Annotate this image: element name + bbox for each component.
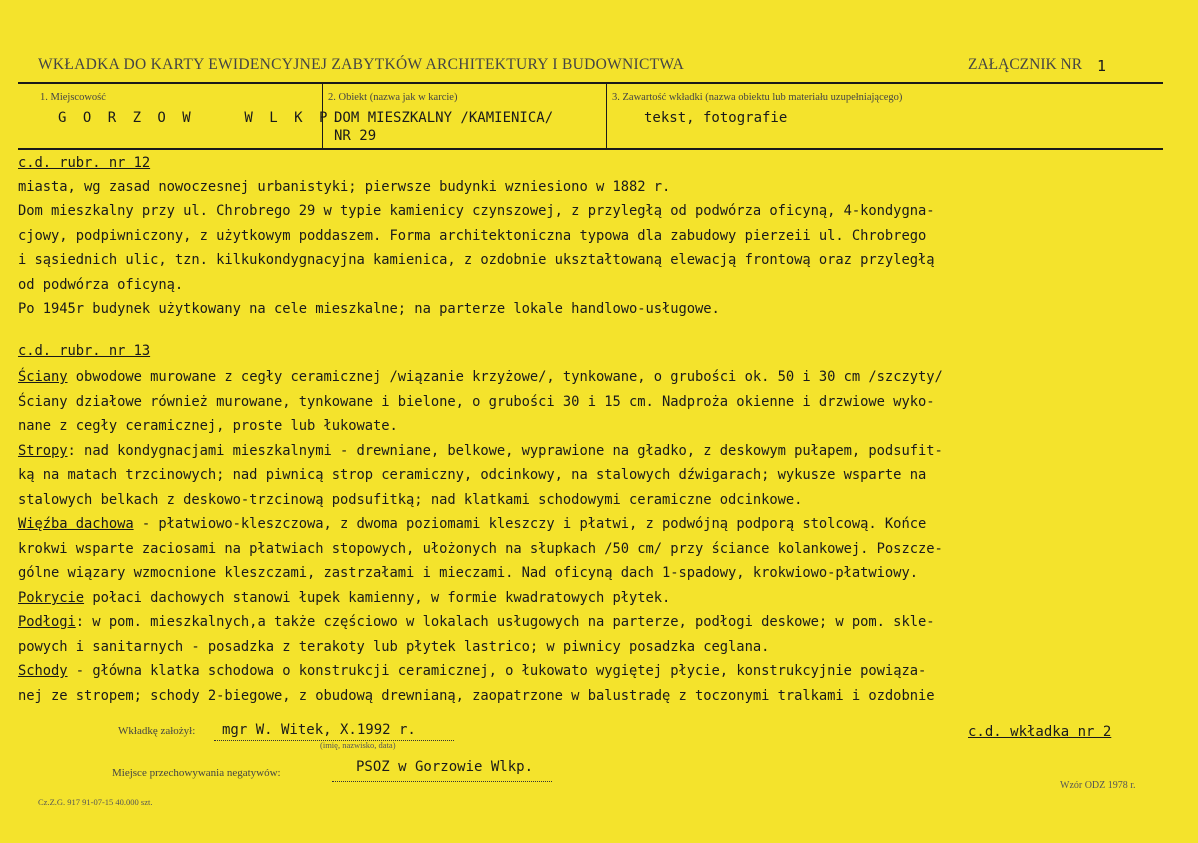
roof-truss-paragraph	[18, 516, 926, 532]
stairs-paragraph	[18, 663, 926, 679]
walls-text: obwodowe murowane z cegły ceramicznej /wiązanie krzyżowe/, tynkowane, o grubości ok. 50 i 30 cm /szczyty/	[67, 369, 943, 385]
template-code: Wzór ODZ 1978 r.	[1060, 780, 1136, 791]
created-by-label: Wkładkę założył:	[118, 725, 196, 737]
section-13-line: stalowych belkach z deskowo-trzcinową podsufitką; nad klatkami schodowymi ceramiczne odcinkowe.	[18, 492, 803, 508]
created-by-sublabel: (imię, nazwisko, data)	[320, 740, 396, 750]
section-12-heading: c.d. rubr. nr 12	[18, 155, 151, 171]
negatives-location-label: Miejsce przechowywania negatywów:	[112, 767, 281, 779]
section-13-line: nane z cegły ceramicznej, proste lub łukowate.	[18, 418, 398, 434]
section-12-line: i sąsiednich ulic, tzn. kilkukondygnacyjna kamienica, z ozdobnie ukształtowaną elewacją frontową oraz przyległą	[18, 252, 935, 268]
created-by-value: mgr W. Witek, X.1992 r.	[222, 722, 416, 738]
continuation-reference: c.d. wkładka nr 2	[968, 724, 1112, 740]
header-rule	[18, 148, 1163, 150]
floors-text: : w pom. mieszkalnych,a także częściowo w lokalach usługowych na parterze, podłogi deskowe; w pom. skle-	[75, 614, 935, 630]
floors-paragraph	[18, 614, 934, 630]
roofing-text: połaci dachowych stanowi łupek kamienny, w formie kwadratowych płytek.	[84, 590, 671, 606]
contents-label: 3. Zawartość wkładki (nazwa obiektu lub materiału uzupełniającego)	[612, 92, 903, 103]
contents-value: tekst, fotografie	[644, 110, 788, 126]
stairs-label: Schody	[18, 663, 68, 679]
walls-label: Ściany	[18, 369, 68, 385]
object-value-line-1: DOM MIESZKALNY /KAMIENICA/	[334, 110, 554, 126]
ceilings-paragraph	[18, 443, 943, 459]
section-12-line: Po 1945r budynek użytkowany na cele mieszkalne; na parterze lokale handlowo-usługowe.	[18, 301, 720, 317]
object-label: 2. Obiekt (nazwa jak w karcie)	[328, 92, 458, 103]
attachment-label: ZAŁĄCZNIK NR	[968, 56, 1083, 73]
top-rule	[18, 82, 1163, 84]
ceilings-label: Stropy	[18, 443, 68, 459]
form-title: WKŁADKA DO KARTY EWIDENCYJNEJ ZABYTKÓW ARCHITEKTURY I BUDOWNICTWA	[38, 56, 685, 73]
print-code: Cz.Z.G. 917 91-07-15 40.000 szt.	[38, 797, 153, 807]
section-13-line: nej ze stropem; schody 2-biegowe, z obudową drewnianą, zaopatrzone w balustradę z toczonymi tralkami i ozdobnie	[18, 688, 935, 704]
negatives-location-dotted-line	[332, 781, 552, 782]
section-13-line: powych i sanitarnych - posadzka z terakoty lub płytek lastrico; w piwnicy posadzka ceglana.	[18, 639, 770, 655]
section-13-heading: c.d. rubr. nr 13	[18, 343, 151, 359]
section-13-line: krokwi wsparte zaciosami na płatwiach stopowych, ułożonych na słupkach /50 cm/ przy ściance kolankowej. Poszcze-	[18, 541, 943, 557]
column-divider	[606, 84, 607, 148]
locality-label: 1. Miejscowość	[40, 92, 106, 103]
section-13-line: ką na matach trzcinowych; nad piwnicą strop ceramiczny, odcinkowy, na stalowych dźwigarach; wykusze wsparte na	[18, 467, 927, 483]
section-13-line: gólne wiązary wzmocnione kleszczami, zastrzałami i mieczami. Nad oficyną dach 1-spadowy, krokwiowo-płatwiowy.	[18, 565, 918, 581]
stairs-text: - główna klatka schodowa o konstrukcji ceramicznej, o łukowato wygiętej płycie, konstrukcyjnie powiąza-	[67, 663, 927, 679]
roof-truss-text: - płatwiowo-kleszczowa, z dwoma poziomami kleszczy i płatwi, z podwójną podporą stolcową. Końce	[133, 516, 927, 532]
section-12-line: cjowy, podpiwniczony, z użytkowym poddaszem. Forma architektoniczna typowa dla zabudowy pierzeii ul. Chrobrego	[18, 228, 927, 244]
locality-value: G O R Z O W W L K P.	[58, 110, 344, 126]
walls-paragraph	[18, 369, 943, 385]
section-13-line: Ściany działowe również murowane, tynkowane i bielone, o grubości 30 i 15 cm. Nadproża okienne i drzwiowe wyko-	[18, 394, 935, 410]
ceilings-text: : nad kondygnacjami mieszkalnymi - drewniane, belkowe, wyprawione na gładko, z deskowym pułapem, podsufit-	[67, 443, 943, 459]
section-12-line: od podwórza oficyną.	[18, 277, 184, 293]
roof-truss-label: Więźba dachowa	[18, 516, 134, 532]
object-value-line-2: NR 29	[334, 128, 377, 144]
attachment-number: 1	[1097, 57, 1107, 75]
section-12-line: Dom mieszkalny przy ul. Chrobrego 29 w typie kamienicy czynszowej, z przyległą od podwórza oficyną, 4-kondygna-	[18, 203, 935, 219]
section-12-line: miasta, wg zasad nowoczesnej urbanistyki; pierwsze budynki wzniesiono w 1882 r.	[18, 179, 671, 195]
roofing-paragraph	[18, 590, 670, 606]
roofing-label: Pokrycie	[18, 590, 85, 606]
floors-label: Podłogi	[18, 614, 76, 630]
negatives-location-value: PSOZ w Gorzowie Wlkp.	[356, 759, 534, 775]
